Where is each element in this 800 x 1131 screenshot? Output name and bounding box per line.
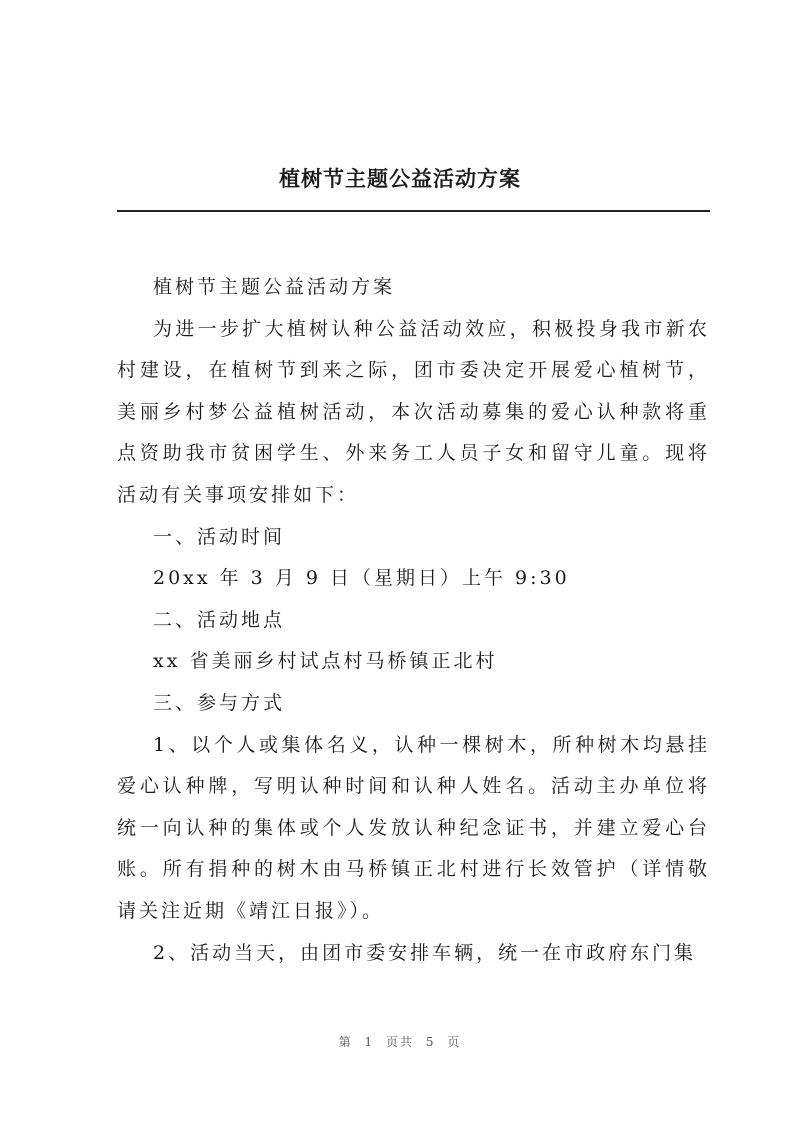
title-divider (117, 210, 710, 212)
paragraph-heading: 植树节主题公益活动方案 (153, 276, 396, 298)
paragraph-intro: 为进一步扩大植树认种公益活动效应，积极投身我市新农村建设，在植树节到来之际，团市委决定开展爱心植树节，美丽乡村梦公益植树活动，本次活动募集的爱心认种款将重点资助我市贫困学生、外来务工人员子女和留守儿童。现将活动有关事项安排如下： (117, 317, 710, 506)
section-heading-participation: 三、参与方式 (153, 691, 286, 714)
paragraph-location: xx 省美丽乡村试点村马桥镇正北村 (153, 650, 498, 673)
section-heading-time: 一、活动时间 (153, 525, 286, 548)
page-title: 植树节主题公益活动方案 (279, 167, 521, 191)
paragraph-participation-1: 1、以个人或集体名义，认种一棵树木，所种树木均悬挂爱心认种牌，写明认种时间和认种人姓名。活动主办单位将统一向认种的集体或个人发放认种纪念证书，并建立爱心台账。所有捐种的树木由马桥镇正北村进行长效管护（详情敬请关注近期《靖江日报》）。 (117, 733, 710, 922)
page-footer: 第 1 页共 5 页 (338, 1035, 462, 1049)
section-heading-location: 二、活动地点 (153, 608, 286, 631)
paragraph-time: 20xx 年 3 月 9 日（星期日）上午 9:30 (153, 567, 570, 590)
document-body (117, 267, 710, 974)
paragraph-participation-2: 2、活动当天，由团市委安排车辆，统一在市政府东门集 (153, 941, 697, 964)
